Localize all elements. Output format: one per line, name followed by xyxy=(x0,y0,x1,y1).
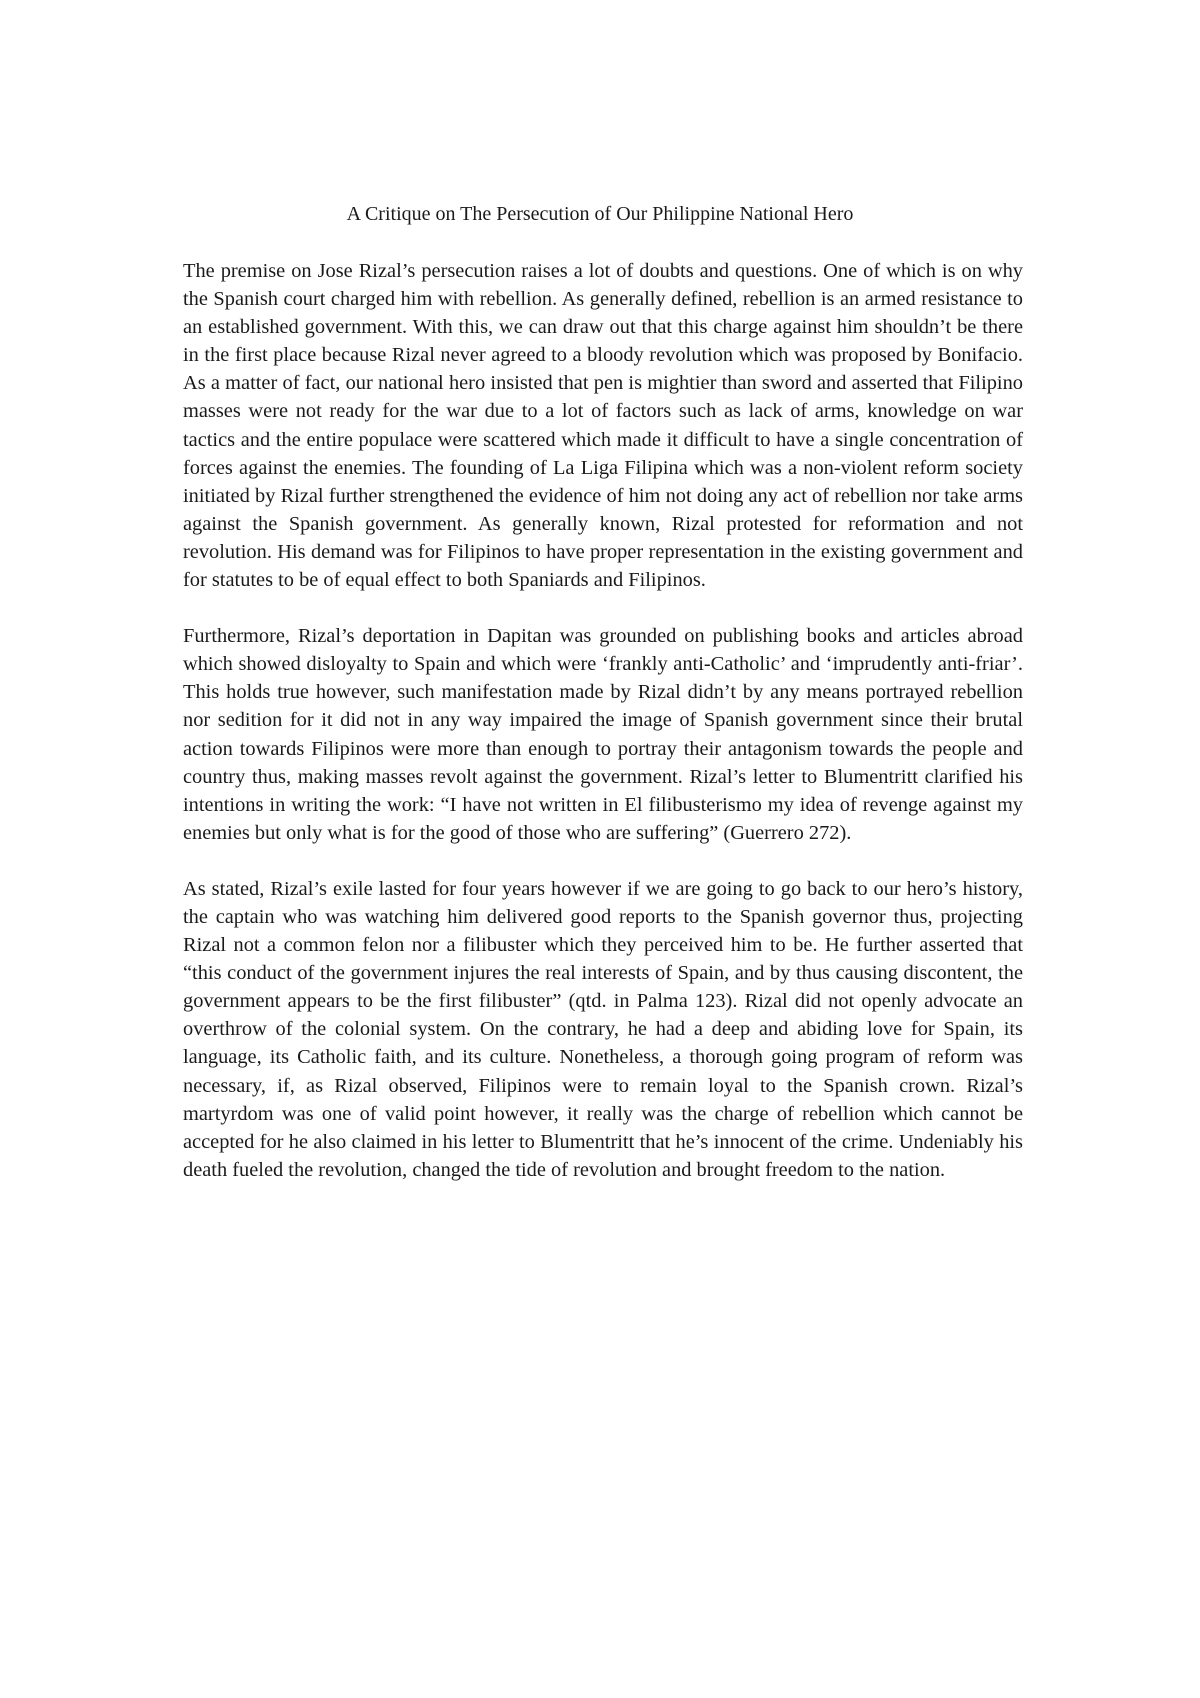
document-body xyxy=(183,257,1023,1212)
paragraph-3: As stated, Rizal’s exile lasted for four years however if we are going to go back to our hero’s history, the captain who was watching him delivered good reports to the Spanish governor thus, projecting Rizal not a common felon nor a filibuster which they perceived him to be. He further asserted that “this conduct of the government injures the real interests of Spain, and by thus causing discontent, the government appears to be the first filibuster” (qtd. in Palma 123). Rizal did not openly advocate an overthrow of the colonial system. On the contrary, he had a deep and abiding love for Spain, its language, its Catholic faith, and its culture. Nonetheless, a thorough going program of reform was necessary, if, as Rizal observed, Filipinos were to remain loyal to the Spanish crown. Rizal’s martyrdom was one of valid point however, it really was the charge of rebellion which cannot be accepted for he also claimed in his letter to Blumentritt that he’s innocent of the crime. Undeniably his death fueled the revolution, changed the tide of revolution and brought freedom to the nation. xyxy=(183,877,1023,1181)
document-title: A Critique on The Persecution of Our Philippine National Hero xyxy=(346,203,854,225)
paragraph-2: Furthermore, Rizal’s deportation in Dapitan was grounded on publishing books and articles abroad which showed disloyalty to Spain and which were ‘frankly anti-Catholic’ and ‘imprudently anti-friar’. This holds true however, such manifestation made by Rizal didn’t by any means portrayed rebellion nor sedition for it did not in any way impaired the image of Spanish government since their brutal action towards Filipinos were more than enough to portray their antagonism towards the people and country thus, making masses revolt against the government. Rizal’s letter to Blumentritt clarified his intentions in writing the work: “I have not written in El filibusterismo my idea of revenge against my enemies but only what is for the good of those who are suffering” (Guerrero 272). xyxy=(183,625,1023,844)
paragraph-1: The premise on Jose Rizal’s persecution raises a lot of doubts and questions. One of which is on why the Spanish court charged him with rebellion. As generally defined, rebellion is an armed resistance to an established government. With this, we can draw out that this charge against him shouldn’t be there in the first place because Rizal never agreed to a bloody revolution which was proposed by Bonifacio. As a matter of fact, our national hero insisted that pen is mightier than sword and asserted that Filipino masses were not ready for the war due to a lot of factors such as lack of arms, knowledge on war tactics and the entire populace were scattered which made it difficult to have a single concentration of forces against the enemies. The founding of La Liga Filipina which was a non-violent reform society initiated by Rizal further strengthened the evidence of him not doing any act of rebellion nor take arms against the Spanish government. As generally known, Rizal protested for reformation and not revolution. His demand was for Filipinos to have proper representation in the existing government and for statutes to be of equal effect to both Spaniards and Filipinos. xyxy=(183,260,1023,592)
